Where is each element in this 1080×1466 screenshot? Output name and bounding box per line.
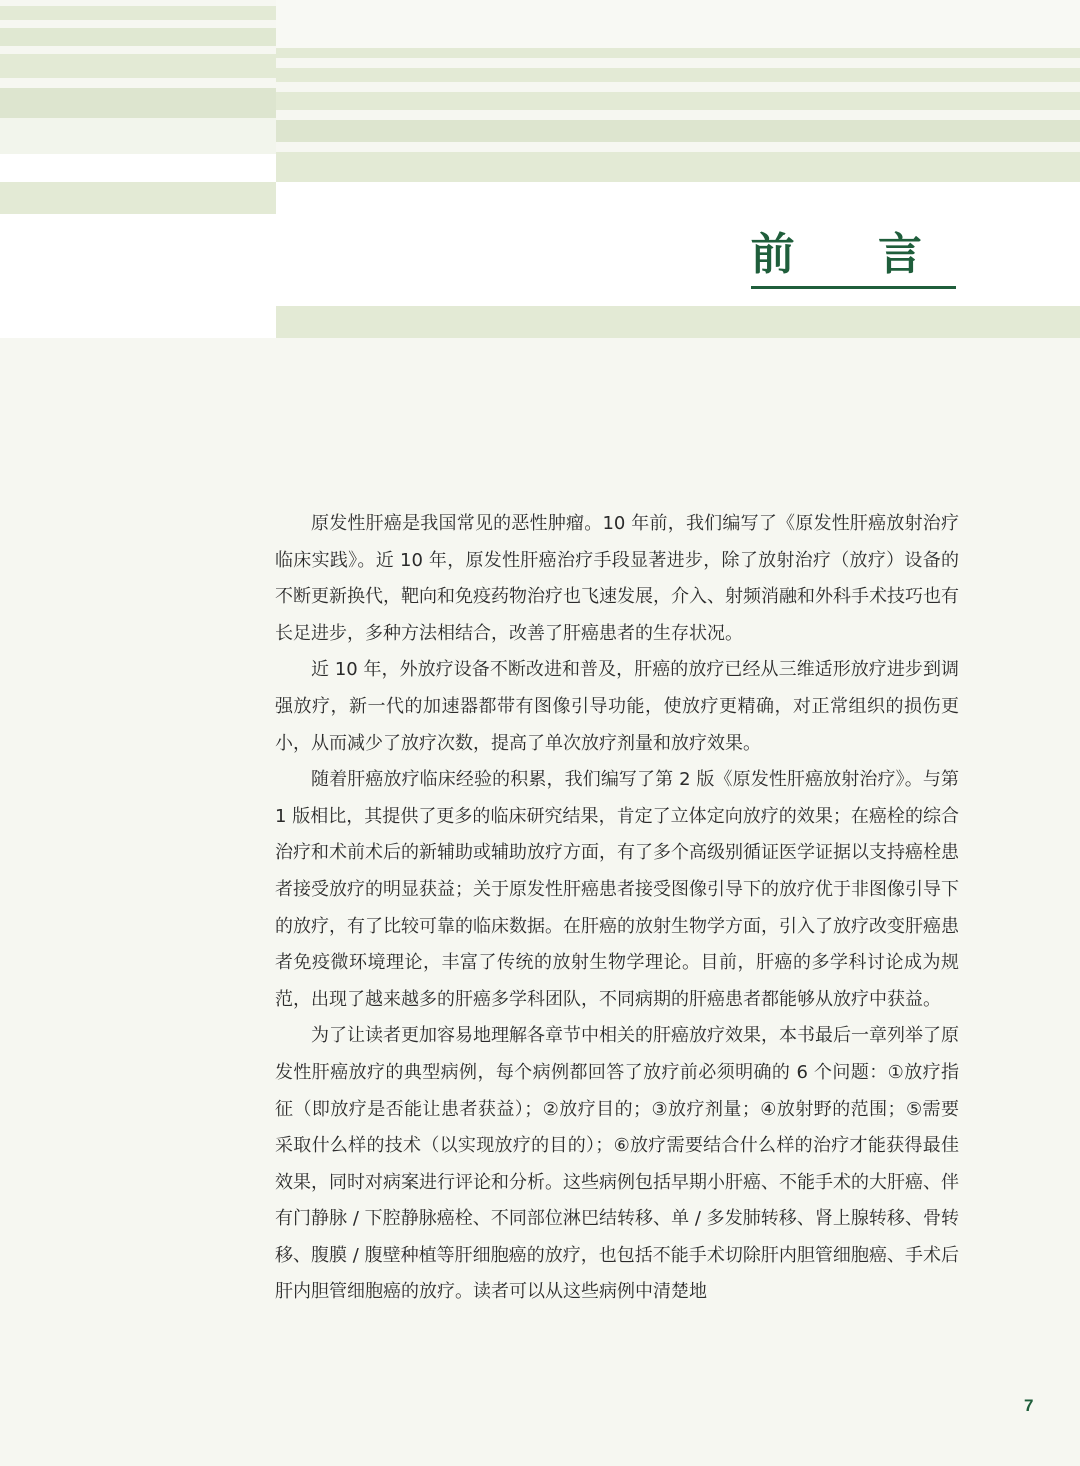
header-stripe bbox=[0, 182, 276, 214]
header-white-gap bbox=[0, 154, 276, 182]
paragraph: 为了让读者更加容易地理解各章节中相关的肝癌放疗效果，本书最后一章列举了原发性肝癌放疗的典型病例，每个病例都回答了放疗前必须明确的 6 个问题：①放疗指征（即放疗是否能让患者获益）；②放疗目的；③放疗剂量；④放射野的范围；⑤需要采取什么样的技术（以实现放疗的目的）；⑥放疗需要结合什么样的治疗才能获得最佳效果，同时对病案进行评论和分析。这些病例包括早期小肝癌、不能手术的大肝癌、伴有门静脉 / 下腔静脉癌栓、不同部位淋巴结转移、单 / 多发肺转移、肾上腺转移、骨转移、腹膜 / 腹壁种植等肝细胞癌的放疗，也包括不能手术切除肝内胆管细胞癌、手术后肝内胆管细胞癌的放疗。读者可以从这些病例中清楚地 bbox=[275, 1025, 959, 1303]
preface-body bbox=[275, 506, 959, 1311]
header-stripe bbox=[0, 118, 276, 154]
page-number: 7 bbox=[1024, 1396, 1034, 1415]
header-stripe bbox=[276, 68, 1080, 82]
header-stripe bbox=[276, 120, 1080, 142]
page-title: 前 言 bbox=[751, 218, 956, 289]
header-stripe bbox=[0, 54, 276, 78]
header-stripe bbox=[276, 48, 1080, 58]
header-white-area-left bbox=[0, 214, 276, 338]
header-stripe bbox=[276, 306, 1080, 338]
paragraph: 原发性肝癌是我国常见的恶性肿瘤。10 年前，我们编写了《原发性肝癌放射治疗临床实践》。近 10 年，原发性肝癌治疗手段显著进步，除了放射治疗（放疗）设备的不断更新换代，靶向和免疫药物治疗也飞速发展，介入、射频消融和外科手术技巧也有长足进步，多种方法相结合，改善了肝癌患者的生存状况。 bbox=[275, 513, 959, 644]
header-stripe bbox=[276, 0, 1080, 48]
header-stripe bbox=[276, 152, 1080, 182]
header-white-area bbox=[276, 182, 1080, 306]
header-stripe bbox=[0, 6, 276, 20]
paragraph: 近 10 年，外放疗设备不断改进和普及，肝癌的放疗已经从三维适形放疗进步到调强放疗，新一代的加速器都带有图像引导功能，使放疗更精确，对正常组织的损伤更小，从而减少了放疗次数，提高了单次放疗剂量和放疗效果。 bbox=[275, 659, 959, 754]
header-stripe bbox=[0, 28, 276, 46]
header-stripe bbox=[0, 88, 276, 118]
header-stripe bbox=[276, 92, 1080, 110]
paragraph: 随着肝癌放疗临床经验的积累，我们编写了第 2 版《原发性肝癌放射治疗》。与第 1 版相比，其提供了更多的临床研究结果，肯定了立体定向放疗的效果；在癌栓的综合治疗和术前术后的新辅助或辅助放疗方面，有了多个高级别循证医学证据以支持癌栓患者接受放疗的明显获益；关于原发性肝癌患者接受图像引导下的放疗优于非图像引导下的放疗，有了比较可靠的临床数据。在肝癌的放射生物学方面，引入了放疗改变肝癌患者免疫微环境理论，丰富了传统的放射生物学理论。目前，肝癌的多学科讨论成为规范，出现了越来越多的肝癌多学科团队，不同病期的肝癌患者都能够从放疗中获益。 bbox=[275, 769, 959, 1010]
